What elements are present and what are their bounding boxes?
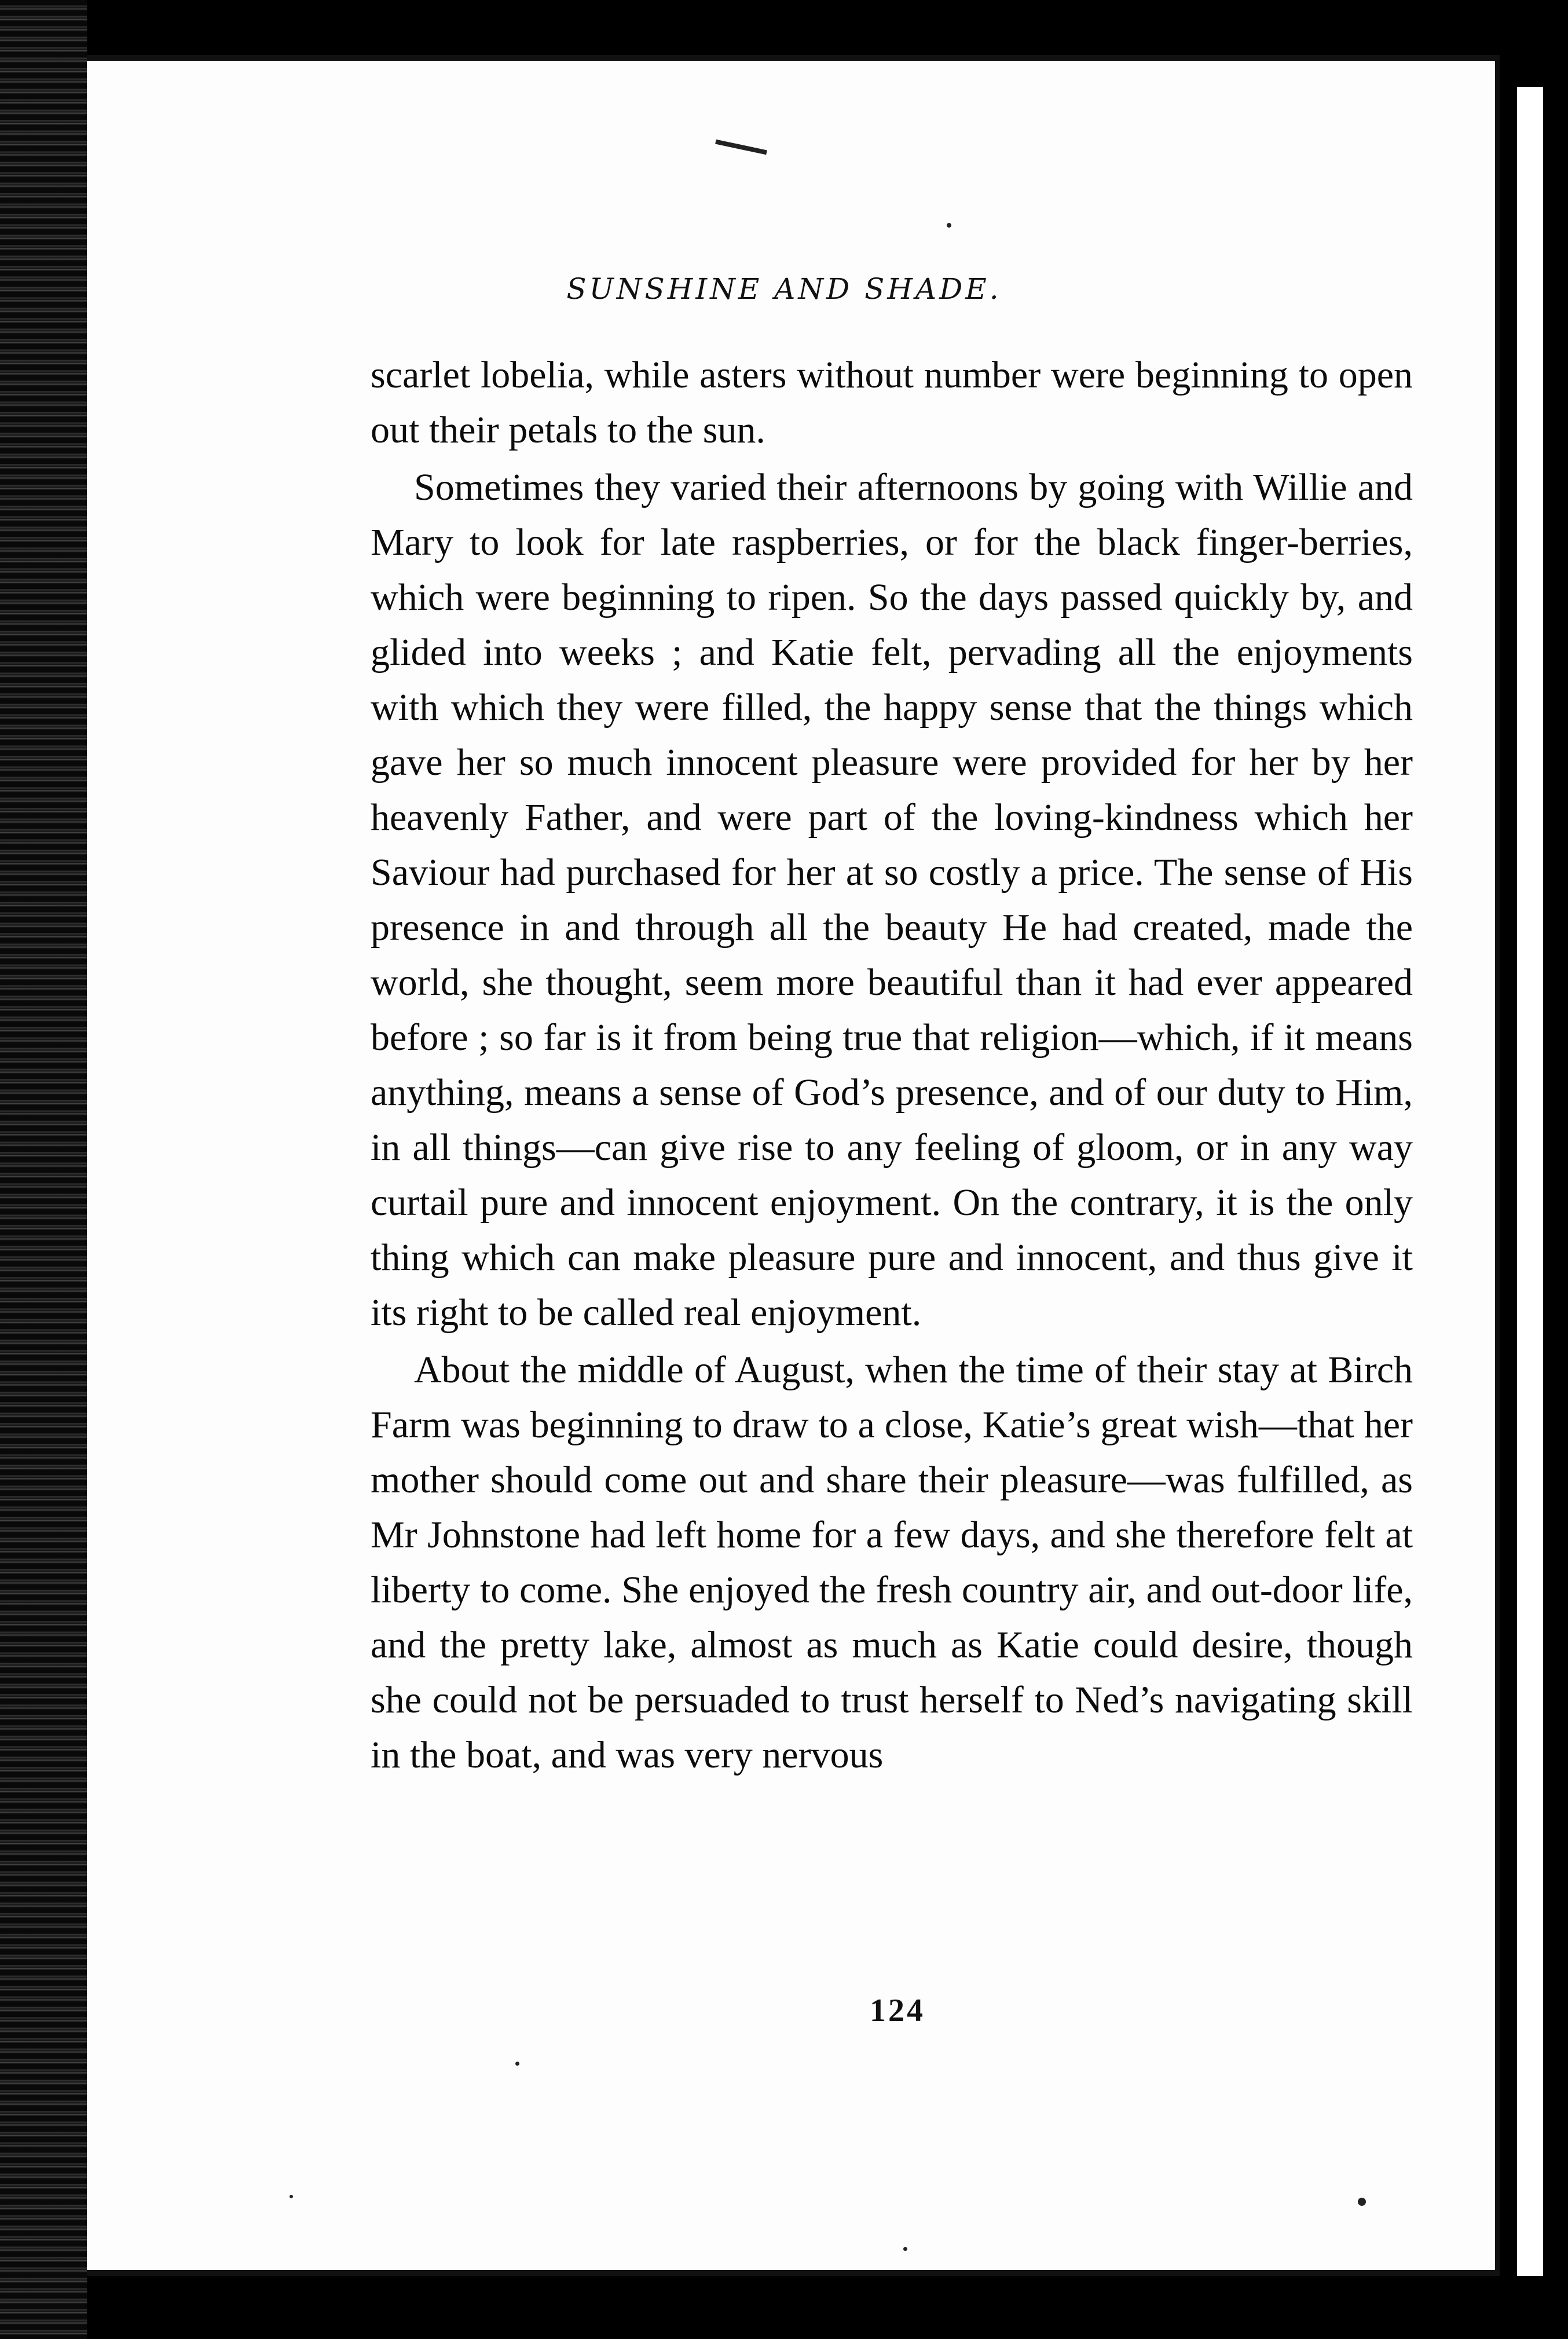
book-spine-edge [0, 0, 87, 2339]
paragraph: Sometimes they varied their afternoons by going with Willie and Mary to look for late raspberries, or for the black finger-berries, which were beginning to ripen. So the days passed quickly by, and glided into weeks ; and Katie felt, pervading all the enjoyments with which they were filled, the happy sense that the things which gave her so much innocent pleasure were provided for her by her heavenly Father, and were part of the loving-kindness which her Saviour had purchased for her at so costly a price. The sense of His presence in and through all the beauty He had created, made the world, she thought, seem more beautiful than it had ever appeared before ; so far is it from being true that religion—which, if it means anything, means a sense of God’s presence, and of our duty to Him, in all things—can give rise to any feeling of gloom, or in any way curtail pure and innocent enjoyment. On the contrary, it is the only thing which can make pleasure pure and innocent, and thus give it its right to be called real enjoyment. [371, 466, 1413, 1334]
paragraph: About the middle of August, when the time of their stay at Birch Farm was beginning to draw to a close, Katie’s great wish—that her mother should come out and share their pleasure—was fulfilled, as Mr Johnstone had left home for a few days, and she therefore felt at liberty to come. She enjoyed the fresh country air, and out-door life, and the pretty lake, almost as much as Katie could desire, though she could not be persuaded to trust herself to Ned’s navigating skill in the boat, and was very nervous [371, 1349, 1413, 1776]
speck [947, 223, 951, 228]
speck [1358, 2198, 1366, 2206]
body-text [371, 347, 1413, 1782]
speck [903, 2247, 907, 2251]
right-rule [1495, 55, 1500, 2276]
bottom-rule [87, 2270, 1500, 2276]
page-number: 124 [870, 1993, 925, 2029]
running-header: SUNSHINE AND SHADE. [566, 272, 1002, 306]
speck [515, 2062, 519, 2066]
speck [290, 2195, 293, 2198]
top-rule [87, 55, 1500, 61]
page-edge-band [1517, 87, 1543, 2276]
paragraph: scarlet lobelia, while asters without number were beginning to open out their petals to the sun. [371, 354, 1413, 451]
